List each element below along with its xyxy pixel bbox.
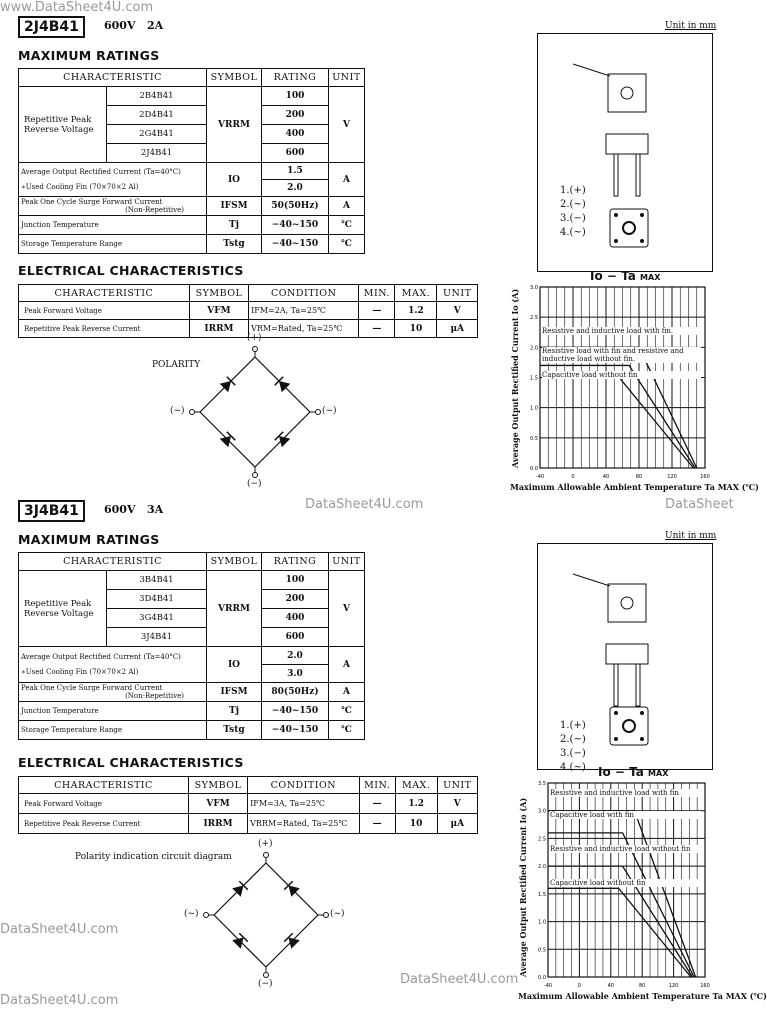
io-label: Average Output Rectified Current (Ta=40°C) xyxy=(21,652,181,661)
symbol-cell: Tstg xyxy=(207,721,262,740)
chart-title xyxy=(598,765,668,779)
part-cell: 2J4B41 xyxy=(107,144,207,163)
chart-annotation: Resistive and inductive load with fin xyxy=(550,789,701,797)
column-header: CHARACTERISTIC xyxy=(19,69,207,87)
maximum-ratings-table xyxy=(18,552,365,740)
part-cell: 3D4B41 xyxy=(107,590,207,609)
unit-cell: A xyxy=(329,197,365,216)
table-row xyxy=(19,163,365,180)
part-spec: 600V 3A xyxy=(104,503,164,516)
y-tick-label: 2.5 xyxy=(538,836,546,843)
pin-label: 4.(~) xyxy=(560,227,586,238)
terminal-icon xyxy=(324,913,329,918)
column-header: SYMBOL xyxy=(207,69,262,87)
chart-annotation: Capacitive load without fin xyxy=(550,879,701,887)
column-header: UNIT xyxy=(437,285,478,302)
pin-label: 4.(~) xyxy=(560,762,586,773)
table-header-row xyxy=(19,285,478,302)
diode-icon xyxy=(284,933,300,949)
maximum-ratings-heading: MAXIMUM RATINGS xyxy=(18,48,160,63)
pin-dot xyxy=(640,711,644,715)
diode-icon xyxy=(232,933,248,949)
unit-cell: V xyxy=(329,87,365,163)
electrical-characteristics-table xyxy=(18,776,478,834)
symbol-cell: Tstg xyxy=(207,235,262,254)
table-cell: — xyxy=(359,302,395,320)
polarity-title: Polarity indication circuit diagram xyxy=(75,852,232,862)
polarity-ac-left-label: (~) xyxy=(170,406,185,416)
table-header-row xyxy=(19,777,478,794)
symbol-cell: VRRM xyxy=(207,87,262,163)
diode-icon xyxy=(220,377,236,393)
characteristic-cell xyxy=(19,235,207,254)
characteristic-label: Junction Temperature xyxy=(21,707,99,715)
terminal-icon xyxy=(264,973,269,978)
table-cell: 1.2 xyxy=(395,794,437,814)
table-cell: V xyxy=(437,794,477,814)
column-header: RATING xyxy=(262,69,329,87)
watermark: DataSheet4U.com xyxy=(0,993,119,1008)
rating-cell: 400 xyxy=(262,125,329,144)
column-header: SYMBOL xyxy=(189,285,248,302)
table-cell: 1.2 xyxy=(395,302,437,320)
pin-label: 3.(−) xyxy=(560,213,586,224)
unit-cell: ℃ xyxy=(329,702,365,721)
x-tick-label: -40 xyxy=(535,474,545,480)
leader-line xyxy=(573,574,610,586)
diode-icon xyxy=(220,432,236,448)
circuit-wire xyxy=(200,357,255,412)
table-cell: — xyxy=(359,814,395,834)
table-row xyxy=(19,702,365,721)
series-line xyxy=(540,378,693,469)
pin-dot xyxy=(640,737,644,741)
column-header: MIN. xyxy=(359,777,395,794)
rating-cell: −40~150 xyxy=(262,235,329,254)
mounting-hole xyxy=(621,597,633,609)
polarity-plus-label: (+) xyxy=(247,333,262,343)
terminal-icon xyxy=(264,853,269,858)
circuit-wire xyxy=(214,863,266,915)
pin-dot xyxy=(640,239,644,243)
x-axis-label: Maximum Allowable Ambient Temperature Ta MAX (℃) xyxy=(518,991,767,1001)
pin-label: 2.(~) xyxy=(560,734,586,745)
package-side-view xyxy=(606,644,648,664)
unit-cell: ℃ xyxy=(329,721,365,740)
chart-title-suffix: MAX xyxy=(640,273,661,282)
table-cell: VRRM=Rated, Ta=25℃ xyxy=(248,814,359,834)
pin-label: 1.(+) xyxy=(560,185,586,196)
pin-dot xyxy=(614,239,618,243)
part-number: 2J4B41 xyxy=(18,16,85,38)
characteristic-label: Junction Temperature xyxy=(21,221,99,229)
x-tick-label: 40 xyxy=(607,983,614,989)
cooling-fin-note: ∗Used Cooling Fin (70×70×2 Al) xyxy=(21,182,139,191)
rating-cell: 100 xyxy=(262,571,329,590)
chart-annotation: Resistive load with fin and resistive and inductive load without fin. xyxy=(542,347,701,363)
io-label: Average Output Rectified Current (Ta=40°C) xyxy=(21,167,181,176)
unit-cell: V xyxy=(329,571,365,647)
symbol-cell: Tj xyxy=(207,702,262,721)
table-cell: IFM=2A, Ta=25℃ xyxy=(249,302,359,320)
table-row xyxy=(19,235,365,254)
rating-cell: 100 xyxy=(262,87,329,106)
pin-dot xyxy=(614,213,618,217)
electrical-characteristics-heading: ELECTRICAL CHARACTERISTICS xyxy=(18,755,244,770)
characteristic-cell xyxy=(19,216,207,235)
circuit-wire xyxy=(255,357,310,412)
maximum-ratings-heading: MAXIMUM RATINGS xyxy=(18,532,160,547)
rating-cell: 200 xyxy=(262,106,329,125)
package-side-view xyxy=(606,134,648,154)
pin-dot xyxy=(614,711,618,715)
characteristic-cell: Repetitive Peak Reverse Voltage xyxy=(19,87,107,163)
maximum-ratings-table xyxy=(18,68,365,254)
y-tick-label: 0.0 xyxy=(530,466,538,472)
part-cell: 2G4B41 xyxy=(107,125,207,144)
table-row xyxy=(19,647,365,665)
column-header: CHARACTERISTIC xyxy=(19,285,190,302)
chart-title-text: Io − Ta xyxy=(590,269,641,283)
lead-pin xyxy=(636,664,640,706)
y-tick-label: 1.0 xyxy=(530,405,538,412)
mounting-hole xyxy=(621,87,633,99)
diode-triangle xyxy=(275,432,291,448)
symbol-cell: IFSM xyxy=(207,197,262,216)
rating-cell: 2.0 xyxy=(262,647,329,665)
column-header: CONDITION xyxy=(248,777,359,794)
diode-icon xyxy=(275,377,291,393)
column-header: MAX. xyxy=(395,285,437,302)
electrical-characteristics-table xyxy=(18,284,478,338)
series-line xyxy=(548,811,696,977)
electrical-characteristics-heading: ELECTRICAL CHARACTERISTICS xyxy=(18,263,244,278)
table-cell: Peak Forward Voltage xyxy=(19,302,190,320)
table-row xyxy=(19,794,478,814)
symbol-cell: Tj xyxy=(207,216,262,235)
column-header: CONDITION xyxy=(249,285,359,302)
table-header-row xyxy=(19,553,365,571)
y-tick-label: 3.5 xyxy=(538,781,546,787)
terminal-icon xyxy=(316,410,321,415)
characteristic-cell xyxy=(19,683,207,702)
part-cell: 3B4B41 xyxy=(107,571,207,590)
table-cell: IRRM xyxy=(189,320,248,338)
series-line xyxy=(540,347,697,468)
symbol-cell: IO xyxy=(207,163,262,197)
y-tick-label: 0.5 xyxy=(530,435,538,442)
watermark: DataSheet4U.com xyxy=(0,922,119,937)
x-tick-label: 120 xyxy=(667,474,677,480)
watermark: DataSheet xyxy=(665,497,734,512)
column-header: CHARACTERISTIC xyxy=(19,777,189,794)
table-cell: 10 xyxy=(395,814,437,834)
characteristic-cell xyxy=(19,197,207,216)
unit-cell: ℃ xyxy=(329,216,365,235)
column-header: MIN. xyxy=(359,285,395,302)
x-tick-label: 0 xyxy=(571,474,575,480)
circuit-wire xyxy=(214,915,266,967)
characteristic-cell xyxy=(19,702,207,721)
pin-label: 2.(~) xyxy=(560,199,586,210)
table-cell: VFM xyxy=(188,794,247,814)
symbol-cell: VRRM xyxy=(207,571,262,647)
table-cell: μA xyxy=(437,814,477,834)
rating-cell: 600 xyxy=(262,144,329,163)
x-tick-label: 40 xyxy=(602,474,610,480)
part-number: 3J4B41 xyxy=(18,500,85,522)
polarity-ac-right-label: (~) xyxy=(322,406,337,416)
pin-label: 3.(−) xyxy=(560,748,586,759)
diode-triangle xyxy=(220,377,236,393)
polarity-ac-right-label: (~) xyxy=(330,909,345,919)
rating-cell: 400 xyxy=(262,609,329,628)
part-spec: 600V 2A xyxy=(104,19,164,32)
rating-cell: 2.0 xyxy=(262,180,329,197)
table-header-row xyxy=(19,69,365,87)
characteristic-cell xyxy=(19,721,207,740)
column-header: UNIT xyxy=(329,553,365,571)
x-tick-label: 80 xyxy=(635,474,643,480)
chart-title xyxy=(590,269,660,283)
table-row xyxy=(19,197,365,216)
y-tick-label: 1.0 xyxy=(538,919,546,926)
table-row xyxy=(19,87,365,106)
part-cell: 3G4B41 xyxy=(107,609,207,628)
polarity-minus-label: (−) xyxy=(247,479,262,489)
diode-triangle xyxy=(275,377,291,393)
characteristic-label: Peak One Cycle Surge Forward Current xyxy=(21,684,163,692)
terminal-icon xyxy=(190,410,195,415)
pin-dot xyxy=(640,213,644,217)
table-cell: — xyxy=(359,794,395,814)
x-tick-label: 120 xyxy=(668,983,679,989)
series-line xyxy=(548,888,691,977)
x-tick-label: 0 xyxy=(577,983,581,989)
x-tick-label: 160 xyxy=(700,983,710,989)
unit-cell: A xyxy=(329,683,365,702)
diode-triangle xyxy=(232,881,248,897)
rating-cell: −40~150 xyxy=(262,216,329,235)
column-header: SYMBOL xyxy=(188,777,247,794)
diode-triangle xyxy=(220,432,236,448)
table-cell: VFM xyxy=(189,302,248,320)
characteristic-cell xyxy=(19,163,207,197)
diode-bar xyxy=(239,933,247,941)
rating-cell: 200 xyxy=(262,590,329,609)
table-cell: — xyxy=(359,320,395,338)
table-row xyxy=(19,216,365,235)
table-cell: Peak Forward Voltage xyxy=(19,794,189,814)
symbol-cell: IO xyxy=(207,647,262,683)
unit-cell: A xyxy=(329,647,365,683)
y-tick-label: 3.0 xyxy=(530,285,538,291)
lead-pin xyxy=(614,664,618,706)
lead-pin xyxy=(614,154,618,196)
diode-bar xyxy=(275,432,283,440)
chart-title-text: Io − Ta xyxy=(598,765,649,779)
column-header: CHARACTERISTIC xyxy=(19,553,207,571)
table-row xyxy=(19,302,478,320)
watermark: www.DataSheet4U.com xyxy=(0,0,154,15)
column-header: RATING xyxy=(262,553,329,571)
table-cell: IFM=3A, Ta=25℃ xyxy=(248,794,359,814)
y-tick-label: 1.5 xyxy=(538,891,546,898)
table-row xyxy=(19,721,365,740)
column-header: SYMBOL xyxy=(207,553,262,571)
characteristic-cell xyxy=(19,647,207,683)
terminal-icon xyxy=(204,913,209,918)
series-line xyxy=(540,365,695,468)
characteristic-label: Storage Temperature Range xyxy=(21,240,123,248)
package-top-view xyxy=(608,74,646,112)
chart-annotation: Resistive and inductive load with fin. xyxy=(542,327,701,335)
circuit-wire xyxy=(200,412,255,467)
y-tick-label: 1.5 xyxy=(530,375,538,382)
table-row xyxy=(19,683,365,702)
y-tick-label: 2.5 xyxy=(530,315,538,322)
circuit-wire xyxy=(255,412,310,467)
watermark: DataSheet4U.com xyxy=(400,972,519,987)
table-cell: V xyxy=(437,302,478,320)
circuit-wire xyxy=(266,863,318,915)
y-tick-label: 0.0 xyxy=(538,975,546,981)
polarity-minus-label: (−) xyxy=(258,979,273,989)
characteristic-sublabel: (Non-Repetitive) xyxy=(125,692,184,700)
circuit-wire xyxy=(266,915,318,967)
characteristic-sublabel: (Non-Repetitive) xyxy=(125,206,184,214)
series-line xyxy=(548,833,694,977)
y-axis-label: Average Output Rectified Current Io (A) xyxy=(518,797,528,977)
polarity-ac-left-label: (~) xyxy=(184,909,199,919)
x-tick-label: 160 xyxy=(700,474,710,480)
table-cell: 10 xyxy=(395,320,437,338)
column-header: MAX. xyxy=(395,777,437,794)
chart-annotation: Resistive and inductive load without fin xyxy=(550,845,701,853)
characteristic-cell: Repetitive Peak Reverse Voltage xyxy=(19,571,107,647)
unit-cell: ℃ xyxy=(329,235,365,254)
table-row xyxy=(19,814,478,834)
x-tick-label: -40 xyxy=(543,983,553,989)
part-cell: 2B4B41 xyxy=(107,87,207,106)
rating-cell: 3.0 xyxy=(262,665,329,683)
center-hole xyxy=(623,222,635,234)
rating-cell: 600 xyxy=(262,628,329,647)
unit-note: Unit in mm xyxy=(665,21,717,31)
diode-bar xyxy=(275,377,283,385)
rating-cell: −40~150 xyxy=(262,721,329,740)
diode-bar xyxy=(227,377,235,385)
y-tick-label: 2.0 xyxy=(530,345,538,352)
table-cell: Repetitive Peak Reverse Current xyxy=(19,814,189,834)
chart-annotation: Capacitive load with fin xyxy=(550,811,701,819)
characteristic-label: Peak One Cycle Surge Forward Current xyxy=(21,198,163,206)
diode-icon xyxy=(284,881,300,897)
diode-triangle xyxy=(232,933,248,949)
table-cell: μA xyxy=(437,320,478,338)
y-tick-label: 0.5 xyxy=(538,947,546,954)
pin-label: 1.(+) xyxy=(560,720,586,731)
x-tick-label: 80 xyxy=(639,983,646,989)
symbol-cell: IFSM xyxy=(207,683,262,702)
y-tick-label: 3.0 xyxy=(538,808,546,815)
unit-cell: A xyxy=(329,163,365,197)
diode-icon xyxy=(232,881,248,897)
terminal-icon xyxy=(253,347,258,352)
diode-triangle xyxy=(284,933,300,949)
center-hole xyxy=(623,720,635,732)
rating-cell: 50(50Hz) xyxy=(262,197,329,216)
part-cell: 3J4B41 xyxy=(107,628,207,647)
pin-dot xyxy=(614,737,618,741)
column-header: UNIT xyxy=(329,69,365,87)
diode-bar xyxy=(284,881,292,889)
chart-title-suffix: MAX xyxy=(648,769,669,778)
diode-bar xyxy=(227,432,235,440)
column-header: UNIT xyxy=(437,777,477,794)
package-top-view xyxy=(608,584,646,622)
chart-annotation: Capacitive load without fin xyxy=(542,371,701,379)
table-cell: IRRM xyxy=(188,814,247,834)
polarity-title: POLARITY xyxy=(152,360,201,370)
part-cell: 2D4B41 xyxy=(107,106,207,125)
rating-cell: −40~150 xyxy=(262,702,329,721)
cooling-fin-note: ∗Used Cooling Fin (70×70×2 Al) xyxy=(21,667,139,676)
y-tick-label: 2.0 xyxy=(538,864,546,871)
x-axis-label: Maximum Allowable Ambient Temperature Ta MAX (℃) xyxy=(510,482,759,492)
lead-pin xyxy=(636,154,640,196)
rating-cell: 80(50Hz) xyxy=(262,683,329,702)
polarity-plus-label: (+) xyxy=(258,839,273,849)
table-cell: Repetitive Peak Reverse Current xyxy=(19,320,190,338)
diode-bar xyxy=(239,881,247,889)
terminal-icon xyxy=(253,473,258,478)
diode-bar xyxy=(284,933,292,941)
watermark: DataSheet4U.com xyxy=(305,497,424,512)
leader-line xyxy=(573,64,610,76)
table-row xyxy=(19,571,365,590)
diode-icon xyxy=(275,432,291,448)
rating-cell: 1.5 xyxy=(262,163,329,180)
y-axis-label: Average Output Rectified Current Io (A) xyxy=(510,288,520,468)
unit-note: Unit in mm xyxy=(665,531,717,541)
diode-triangle xyxy=(284,881,300,897)
table-cell: VRM=Rated, Ta=25℃ xyxy=(249,320,359,338)
characteristic-label: Storage Temperature Range xyxy=(21,726,123,734)
